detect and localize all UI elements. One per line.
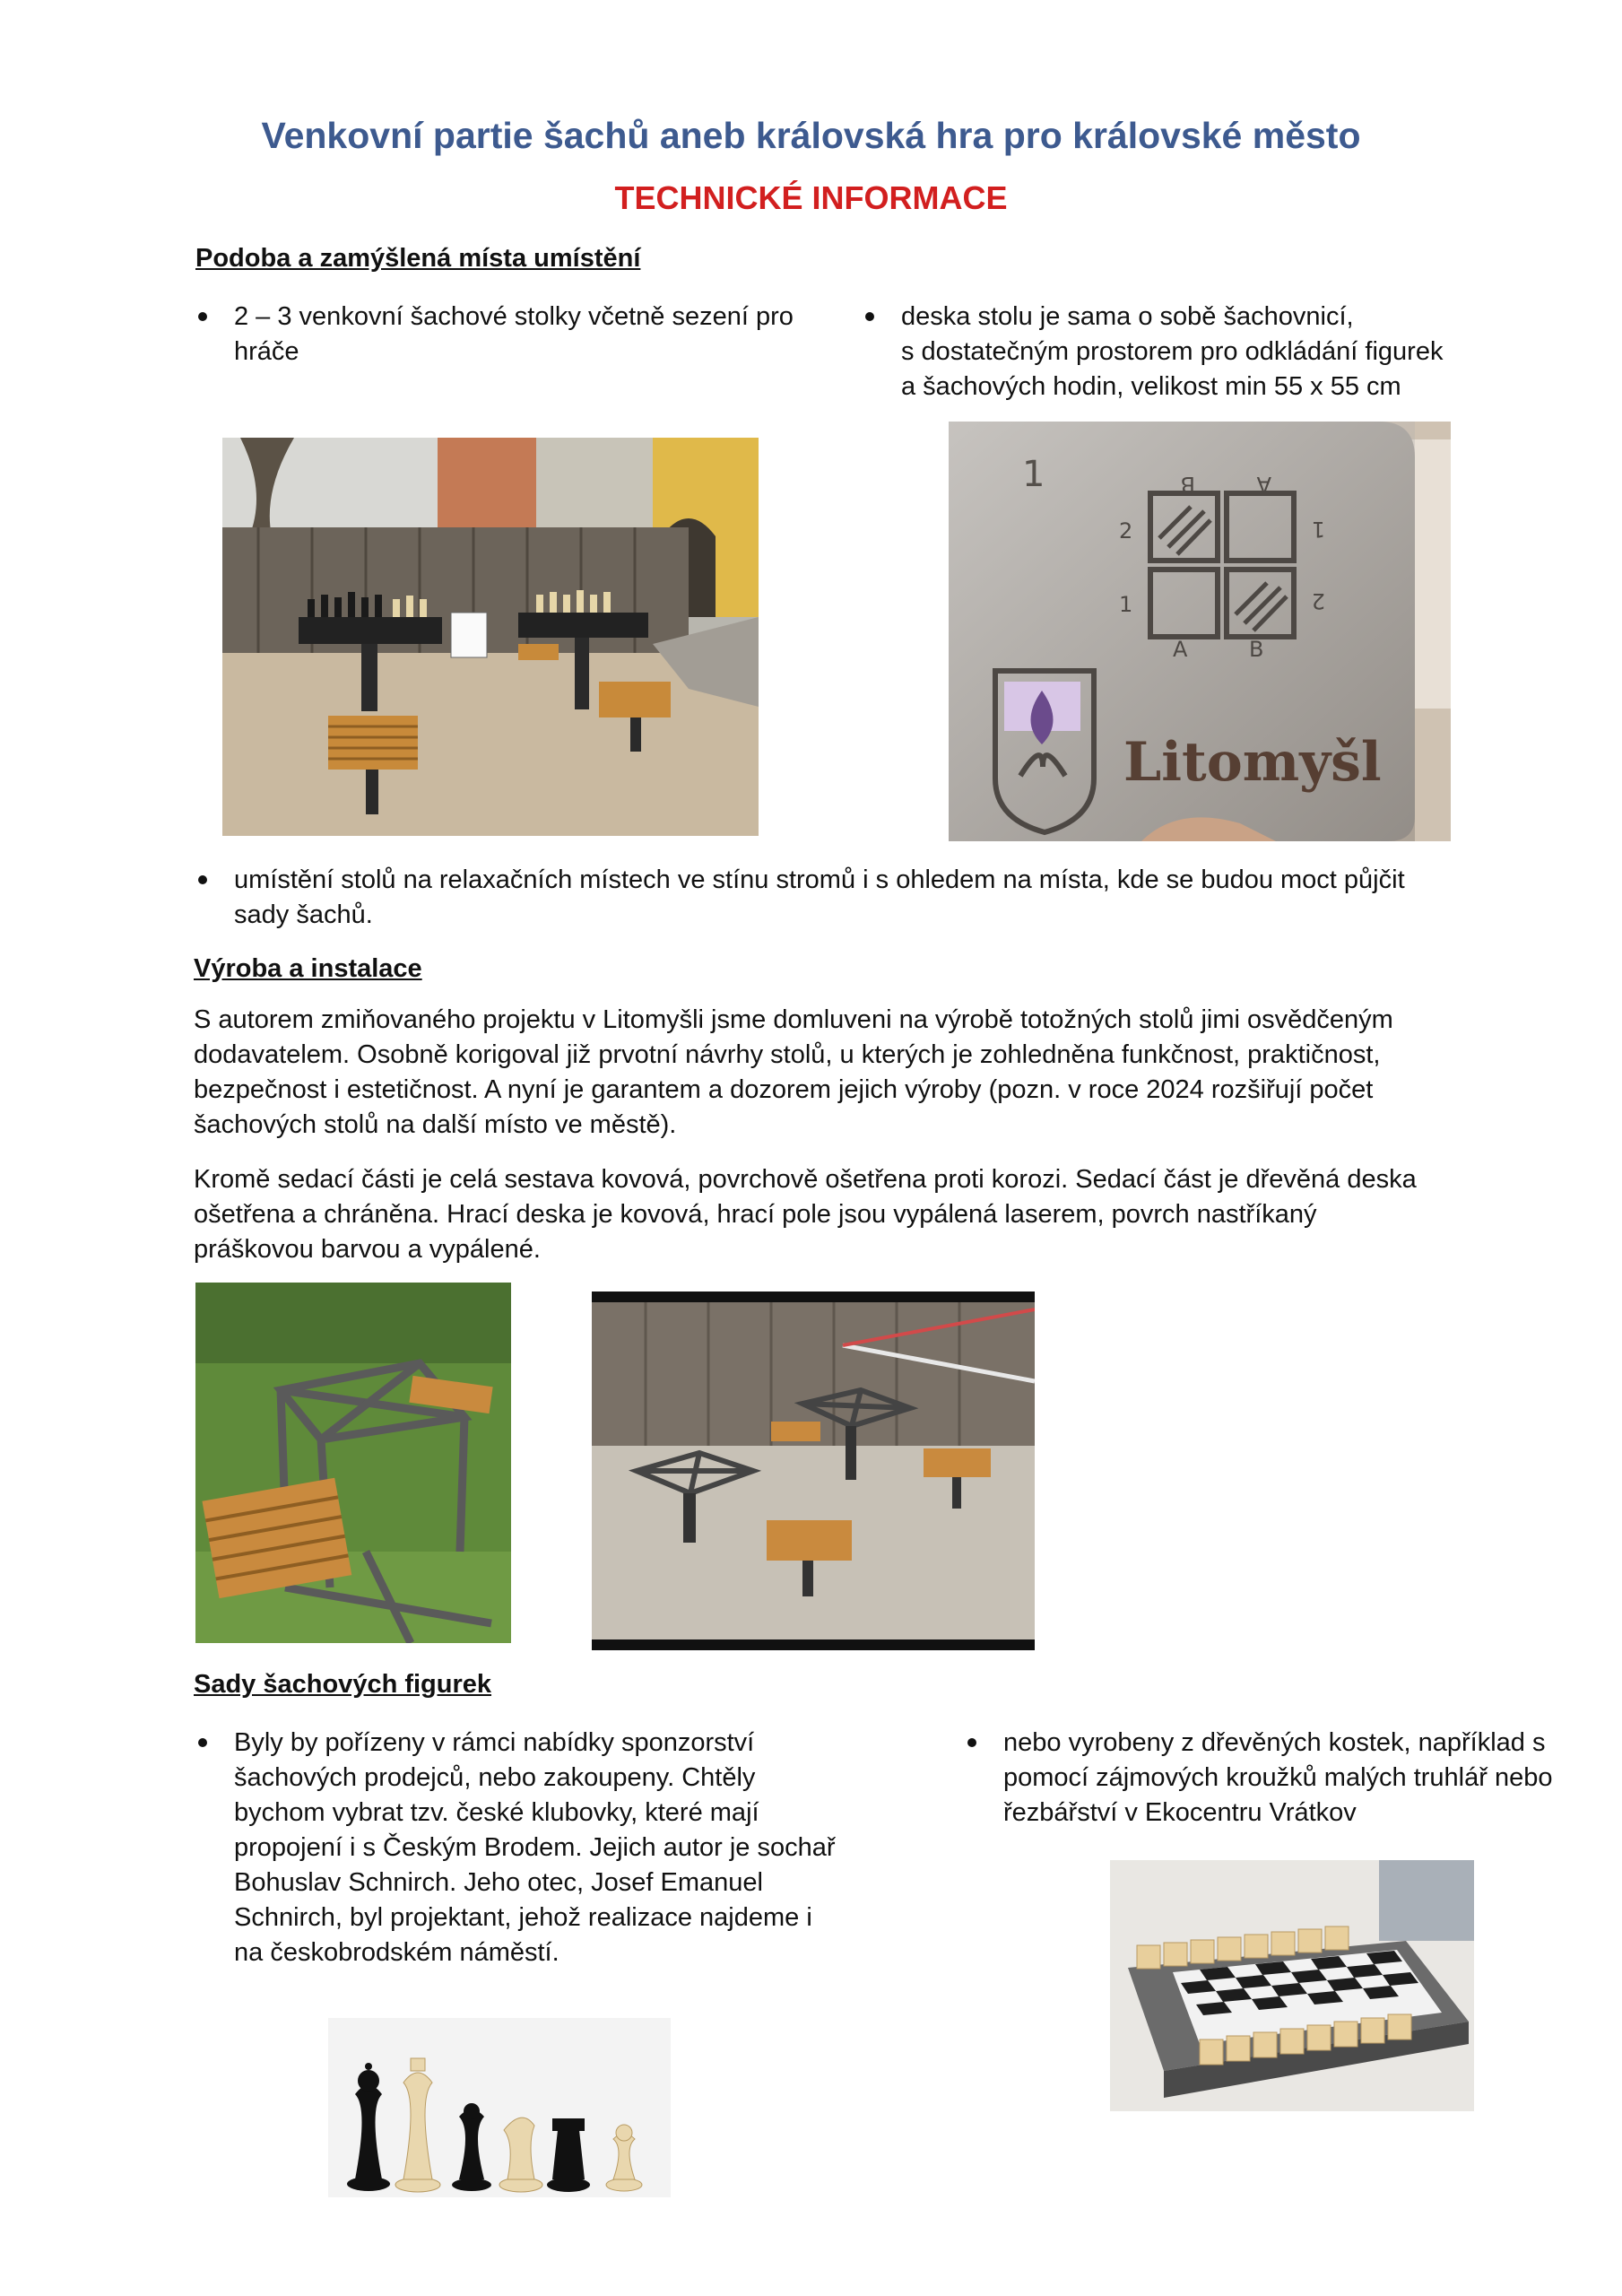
board-line-1: deska stolu je sama o sobě šachovnicí,	[901, 302, 1354, 331]
plate-rank-1-flipped: 1	[1311, 517, 1325, 542]
plate-file-a-flipped: A	[1256, 472, 1271, 497]
paragraph-production: S autorem zmiňovaného projektu v Litomyšli jsme domluveni na výrobě totožných stolů jimi osvědčeným dodavatelem. Osobně korigoval již prvotní návrhy stolů, u kterých je zohledněna funkčnost, praktičnost, bezpečnost i estetičnost. A nyní je garantem a dozorem jejich výroby (pozn. v roce 2024 rozšiřují počet šachových stolů na další místo ve městě).	[194, 1005, 1393, 1139]
bullet-placement: umístění stolů na relaxačních místech ve stínu stromů i s ohledem na místa, kde se budou moct půjčit sady šachů.	[195, 863, 1451, 933]
bullet-list-sets-left	[195, 1726, 841, 1970]
plate-file-b: B	[1249, 637, 1264, 662]
paragraph-materials: Kromě sedací části je celá sestava kovová, povrchově ošetřena proti korozi. Sedací část je dřevěná deska ošetřena a chráněna. Hrací deska je kovová, hrací pole jsou vypálená laserem, povrch nastříkaný práškovou barvou a vypálené.	[194, 1165, 1417, 1264]
photo-outdoor-chess-tables	[222, 438, 759, 836]
photo-wooden-cube-chess-set	[1110, 1860, 1474, 2111]
bullet-board-description	[863, 300, 1544, 404]
bullet-tables-count: 2 – 3 venkovní šachové stolky včetně sezení pro hráče	[195, 300, 823, 370]
plate-file-a: A	[1173, 637, 1188, 662]
section-heading-vyroba: Výroba a instalace	[194, 954, 422, 983]
photo-table-frame-grass	[195, 1283, 511, 1643]
plate-brand: Litomyšl	[1123, 731, 1382, 794]
page-title: Venkovní partie šachů aneb královská hra pro královské město	[261, 115, 1361, 156]
section-heading-podoba: Podoba a zamýšlená místa umístění	[195, 244, 641, 273]
board-line-3: a šachových hodin, velikost min 55 x 55 cm	[901, 372, 1401, 401]
page-subtitle: TECHNICKÉ INFORMACE	[614, 179, 1008, 216]
bullet-list-sets-right	[965, 1726, 1601, 1831]
section-heading-sady: Sady šachových figurek	[194, 1670, 492, 1699]
plate-rank-1: 1	[1119, 592, 1133, 617]
photo-board-plate	[949, 422, 1451, 841]
plate-file-b-flipped: B	[1180, 472, 1195, 497]
bullet-sponsorship: Byly by pořízeny v rámci nabídky sponzorství šachových prodejců, nebo zakoupeny. Chtěly bychom vybrat tzv. české klubovky, které mají propojení i s Českým Brodem. Jejich autor je sochař Bohuslav Schnirch. Jeho otec, Josef Emanuel Schnirch, byl projektant, jehož realizace najdeme i na českobrodském náměstí.	[195, 1726, 841, 1970]
plate-rank-2-flipped: 2	[1311, 588, 1325, 613]
board-line-2: s dostatečným prostorem pro odkládání figurek	[901, 337, 1444, 366]
photo-club-chess-pieces	[328, 2018, 671, 2197]
photo-installed-tables	[592, 1292, 1035, 1650]
plate-rank-2: 2	[1119, 518, 1133, 544]
bullet-wooden-cubes: nebo vyrobeny z dřevěných kostek, například s pomocí zájmových kroužků malých truhlář nebo řezbářství v Ekocentru Vrátkov	[965, 1726, 1601, 1831]
plate-number: 1	[1022, 454, 1045, 495]
bullet-list-placement	[195, 863, 1451, 933]
bullet-list-left	[195, 300, 823, 370]
bullet-list-right	[863, 300, 1544, 404]
